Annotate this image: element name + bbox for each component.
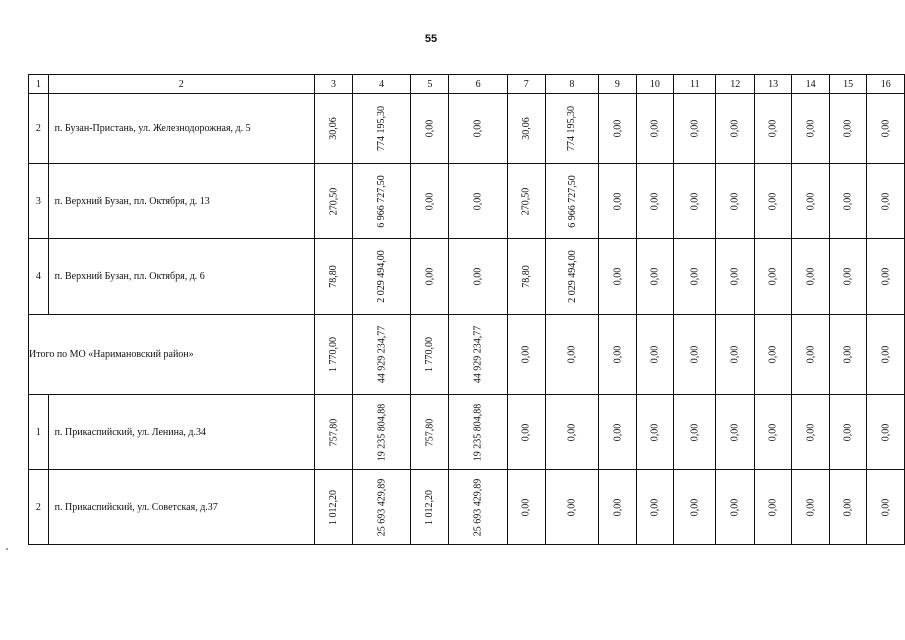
- value-text: 0,00: [520, 498, 532, 516]
- value-text: 0,00: [611, 267, 623, 286]
- value-cell: [314, 94, 352, 164]
- value-cell: [411, 239, 449, 315]
- value-text: 0,00: [842, 498, 854, 516]
- value-text: 0,00: [729, 423, 741, 441]
- header-cell: 11: [674, 75, 716, 94]
- value-cell: [716, 470, 754, 545]
- value-cell: [636, 239, 674, 315]
- value-text: 0,00: [767, 423, 779, 441]
- value-cell: [352, 395, 411, 470]
- value-text: 0,00: [649, 498, 661, 516]
- value-cell: [507, 315, 545, 395]
- value-cell: [545, 395, 599, 470]
- value-text: 1 012,20: [327, 489, 339, 525]
- header-cell: 12: [716, 75, 754, 94]
- header-cell: 1: [29, 75, 49, 94]
- value-cell: [314, 315, 352, 395]
- value-text: 25 693 429,89: [472, 478, 484, 536]
- value-cell: [867, 94, 905, 164]
- address-cell: п. Прикаспийский, ул. Ленина, д.34: [48, 395, 314, 470]
- value-text: 0,00: [805, 119, 817, 138]
- value-text: 0,00: [729, 119, 741, 138]
- value-cell: [792, 164, 830, 239]
- value-text: 270,50: [520, 187, 532, 215]
- value-cell: [829, 395, 867, 470]
- value-cell: [411, 94, 449, 164]
- header-cell: 15: [829, 75, 867, 94]
- value-text: 0,00: [880, 423, 892, 441]
- row-number: 1: [29, 395, 49, 470]
- value-cell: [829, 94, 867, 164]
- value-cell: [754, 470, 792, 545]
- value-text: 0,00: [842, 345, 854, 364]
- value-cell: [352, 94, 411, 164]
- value-text: 0,00: [649, 192, 661, 210]
- value-text: 0,00: [842, 192, 854, 210]
- header-cell: 6: [449, 75, 508, 94]
- value-cell: [599, 315, 637, 395]
- value-text: 0,00: [566, 423, 578, 441]
- value-cell: [867, 395, 905, 470]
- header-cell: 16: [867, 75, 905, 94]
- value-text: 0,00: [729, 192, 741, 210]
- value-text: 0,00: [611, 345, 623, 364]
- value-text: 0,00: [649, 345, 661, 364]
- value-text: 0,00: [767, 267, 779, 286]
- value-text: 0,00: [805, 498, 817, 516]
- table-row: [29, 470, 905, 545]
- value-cell: [754, 239, 792, 315]
- row-number: 2: [29, 470, 49, 545]
- value-text: 30,06: [520, 117, 532, 140]
- value-cell: [716, 94, 754, 164]
- value-text: 44 929 234,77: [376, 325, 388, 384]
- value-cell: [599, 94, 637, 164]
- value-text: 0,00: [729, 345, 741, 364]
- row-number: 2: [29, 94, 49, 164]
- value-cell: [867, 470, 905, 545]
- value-cell: [716, 395, 754, 470]
- value-text: 0,00: [424, 119, 436, 138]
- value-text: 78,80: [327, 265, 339, 288]
- value-cell: [507, 239, 545, 315]
- header-cell: 10: [636, 75, 674, 94]
- value-cell: [674, 239, 716, 315]
- value-cell: [545, 315, 599, 395]
- header-cell: 13: [754, 75, 792, 94]
- value-cell: [449, 395, 508, 470]
- header-cell: 3: [314, 75, 352, 94]
- value-text: 0,00: [611, 119, 623, 138]
- value-text: 19 235 804,88: [376, 403, 388, 461]
- value-text: 0,00: [767, 192, 779, 210]
- header-cell: 5: [411, 75, 449, 94]
- value-text: 0,00: [689, 498, 701, 516]
- value-cell: [545, 470, 599, 545]
- value-text: 6 966 727,50: [566, 174, 578, 228]
- value-text: 30,06: [327, 117, 339, 140]
- value-text: 0,00: [729, 267, 741, 286]
- total-label: Итого по МО «Наримановский район»: [29, 315, 315, 395]
- value-cell: [507, 164, 545, 239]
- value-cell: [636, 94, 674, 164]
- header-cell: 2: [48, 75, 314, 94]
- value-text: 0,00: [880, 192, 892, 210]
- value-cell: [754, 164, 792, 239]
- value-text: 757,80: [327, 418, 339, 446]
- value-cell: [716, 164, 754, 239]
- header-cell: 9: [599, 75, 637, 94]
- value-cell: [449, 94, 508, 164]
- value-cell: [599, 239, 637, 315]
- value-text: 2 029 494,00: [566, 250, 578, 303]
- value-text: 0,00: [472, 267, 484, 286]
- value-cell: [754, 315, 792, 395]
- value-text: 0,00: [611, 192, 623, 210]
- value-cell: [867, 164, 905, 239]
- value-cell: [829, 470, 867, 545]
- header-cell: 14: [792, 75, 830, 94]
- value-cell: [314, 239, 352, 315]
- value-cell: [449, 470, 508, 545]
- value-text: 78,80: [520, 265, 532, 288]
- value-cell: [411, 164, 449, 239]
- value-text: 0,00: [649, 119, 661, 138]
- value-text: 0,00: [689, 192, 701, 210]
- value-text: 0,00: [767, 345, 779, 364]
- header-cell: 8: [545, 75, 599, 94]
- value-text: 270,50: [327, 187, 339, 215]
- value-cell: [352, 164, 411, 239]
- value-cell: [716, 239, 754, 315]
- value-text: 0,00: [880, 267, 892, 286]
- value-text: 0,00: [805, 423, 817, 441]
- value-cell: [545, 94, 599, 164]
- header-cell: 7: [507, 75, 545, 94]
- value-cell: [314, 470, 352, 545]
- address-cell: п. Верхний Бузан, пл. Октября, д. 13: [48, 164, 314, 239]
- scan-speck: [6, 548, 8, 550]
- value-text: 0,00: [520, 345, 532, 364]
- value-text: 757,80: [424, 418, 436, 446]
- value-cell: [314, 395, 352, 470]
- value-text: 1 770,00: [327, 337, 339, 372]
- value-cell: [507, 94, 545, 164]
- value-cell: [599, 470, 637, 545]
- address-cell: п. Прикаспийский, ул. Советская, д.37: [48, 470, 314, 545]
- value-text: 0,00: [767, 119, 779, 138]
- value-cell: [636, 164, 674, 239]
- value-text: 19 235 804,88: [472, 403, 484, 461]
- value-cell: [674, 470, 716, 545]
- value-text: 25 693 429,89: [376, 478, 388, 536]
- total-row: [29, 315, 905, 395]
- value-cell: [754, 94, 792, 164]
- value-text: 0,00: [649, 423, 661, 441]
- value-cell: [792, 470, 830, 545]
- value-text: 774 195,30: [376, 106, 388, 151]
- value-cell: [636, 470, 674, 545]
- value-cell: [829, 164, 867, 239]
- table-row: [29, 395, 905, 470]
- value-cell: [352, 315, 411, 395]
- value-text: 6 966 727,50: [376, 174, 388, 228]
- value-text: 0,00: [880, 345, 892, 364]
- value-text: 0,00: [805, 267, 817, 286]
- value-text: 0,00: [842, 423, 854, 441]
- value-cell: [411, 395, 449, 470]
- value-cell: [829, 315, 867, 395]
- value-text: 0,00: [611, 498, 623, 516]
- value-text: 0,00: [689, 267, 701, 286]
- value-cell: [599, 164, 637, 239]
- value-cell: [411, 315, 449, 395]
- value-text: 0,00: [611, 423, 623, 441]
- address-cell: п. Бузан-Пристань, ул. Железнодорожная, д. 5: [48, 94, 314, 164]
- value-text: 0,00: [472, 119, 484, 138]
- value-text: 1 770,00: [424, 337, 436, 372]
- value-cell: [674, 395, 716, 470]
- page-number: 55: [424, 33, 438, 45]
- table-row: [29, 94, 905, 164]
- value-cell: [599, 395, 637, 470]
- value-text: 0,00: [842, 267, 854, 286]
- value-cell: [716, 315, 754, 395]
- value-cell: [545, 239, 599, 315]
- value-text: 2 029 494,00: [376, 250, 388, 303]
- value-text: 0,00: [566, 498, 578, 516]
- value-text: 0,00: [880, 119, 892, 138]
- value-cell: [507, 470, 545, 545]
- value-cell: [411, 470, 449, 545]
- value-cell: [792, 395, 830, 470]
- value-text: 0,00: [689, 423, 701, 441]
- header-row: [29, 75, 905, 94]
- table-row: [29, 164, 905, 239]
- value-text: 0,00: [767, 498, 779, 516]
- value-text: 0,00: [880, 498, 892, 516]
- value-text: 0,00: [805, 192, 817, 210]
- value-text: 774 195,30: [566, 106, 578, 151]
- value-cell: [449, 239, 508, 315]
- value-cell: [674, 164, 716, 239]
- value-text: 1 012,20: [424, 489, 436, 525]
- value-cell: [352, 470, 411, 545]
- table-row: [29, 239, 905, 315]
- data-table: [28, 74, 905, 545]
- value-cell: [507, 395, 545, 470]
- value-text: 0,00: [424, 267, 436, 286]
- value-text: 0,00: [729, 498, 741, 516]
- value-text: 0,00: [520, 423, 532, 441]
- value-cell: [352, 239, 411, 315]
- value-cell: [792, 315, 830, 395]
- value-text: 0,00: [472, 192, 484, 210]
- value-cell: [792, 239, 830, 315]
- value-cell: [829, 239, 867, 315]
- value-text: 0,00: [689, 345, 701, 364]
- value-text: 44 929 234,77: [472, 325, 484, 384]
- value-cell: [867, 315, 905, 395]
- value-cell: [449, 315, 508, 395]
- value-text: 0,00: [424, 192, 436, 210]
- value-cell: [449, 164, 508, 239]
- header-cell: 4: [352, 75, 411, 94]
- value-text: 0,00: [689, 119, 701, 138]
- value-cell: [314, 164, 352, 239]
- value-cell: [867, 239, 905, 315]
- row-number: 4: [29, 239, 49, 315]
- value-cell: [792, 94, 830, 164]
- value-text: 0,00: [805, 345, 817, 364]
- value-cell: [674, 94, 716, 164]
- row-number: 3: [29, 164, 49, 239]
- value-text: 0,00: [842, 119, 854, 138]
- value-cell: [754, 395, 792, 470]
- value-text: 0,00: [649, 267, 661, 286]
- value-cell: [636, 395, 674, 470]
- value-cell: [636, 315, 674, 395]
- value-cell: [674, 315, 716, 395]
- value-text: 0,00: [566, 345, 578, 364]
- value-cell: [545, 164, 599, 239]
- address-cell: п. Верхний Бузан, пл. Октября, д. 6: [48, 239, 314, 315]
